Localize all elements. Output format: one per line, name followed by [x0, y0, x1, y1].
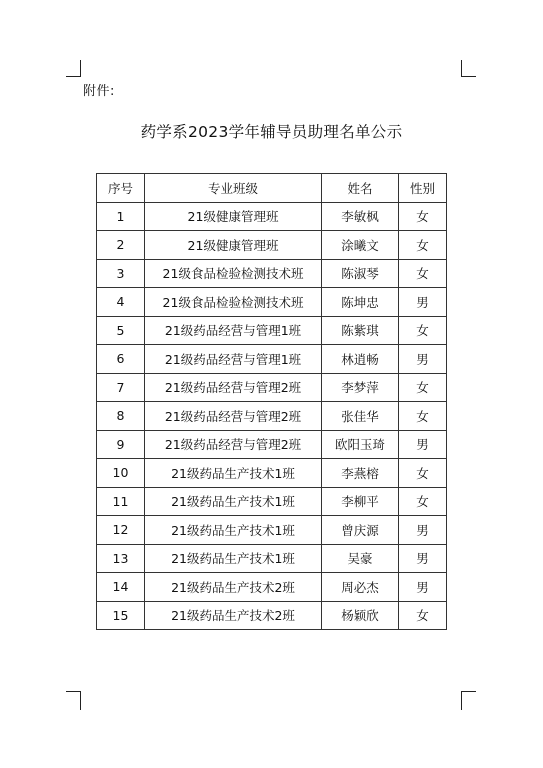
table-row — [97, 202, 447, 231]
cell-gender: 女 — [399, 202, 447, 231]
cell-gender: 女 — [399, 231, 447, 260]
table-row — [97, 259, 447, 288]
attachment-label: 附件: — [83, 84, 115, 99]
header-index: 序号 — [97, 174, 145, 203]
cell-index: 9 — [97, 430, 145, 459]
cell-name: 欧阳玉琦 — [322, 430, 399, 459]
cell-name: 曾庆源 — [322, 516, 399, 545]
cell-name: 李燕榕 — [322, 459, 399, 488]
cell-index: 4 — [97, 288, 145, 317]
cell-name: 周必杰 — [322, 573, 399, 602]
cell-name: 陈淑琴 — [322, 259, 399, 288]
cell-class: 21级食品检验检测技术班 — [145, 288, 322, 317]
cell-class: 21级药品生产技术1班 — [145, 487, 322, 516]
cell-gender: 女 — [399, 459, 447, 488]
cell-index: 11 — [97, 487, 145, 516]
cell-index: 15 — [97, 601, 145, 630]
cell-index: 7 — [97, 373, 145, 402]
header-name: 姓名 — [322, 174, 399, 203]
cell-gender: 女 — [399, 373, 447, 402]
cell-gender: 女 — [399, 601, 447, 630]
table-row — [97, 402, 447, 431]
cell-name: 陈坤忠 — [322, 288, 399, 317]
cell-index: 5 — [97, 316, 145, 345]
cell-name: 李梦萍 — [322, 373, 399, 402]
header-class: 专业班级 — [145, 174, 322, 203]
cell-name: 陈紫琪 — [322, 316, 399, 345]
cell-name: 杨颖欣 — [322, 601, 399, 630]
table-row — [97, 573, 447, 602]
crop-mark-top-right — [461, 60, 476, 77]
cell-class: 21级药品经营与管理1班 — [145, 345, 322, 374]
cell-gender: 男 — [399, 430, 447, 459]
cell-index: 6 — [97, 345, 145, 374]
cell-class: 21级药品生产技术1班 — [145, 516, 322, 545]
cell-gender: 男 — [399, 544, 447, 573]
cell-name: 李柳平 — [322, 487, 399, 516]
crop-mark-bottom-left — [66, 691, 81, 710]
table-row — [97, 288, 447, 317]
table-row — [97, 316, 447, 345]
cell-gender: 男 — [399, 288, 447, 317]
cell-class: 21级药品经营与管理2班 — [145, 402, 322, 431]
cell-index: 2 — [97, 231, 145, 260]
table-row — [97, 516, 447, 545]
cell-index: 8 — [97, 402, 145, 431]
cell-class: 21级药品生产技术2班 — [145, 601, 322, 630]
table-body — [97, 202, 447, 630]
cell-gender: 女 — [399, 316, 447, 345]
cell-class: 21级药品经营与管理1班 — [145, 316, 322, 345]
cell-index: 1 — [97, 202, 145, 231]
cell-gender: 男 — [399, 573, 447, 602]
cell-gender: 女 — [399, 402, 447, 431]
cell-class: 21级药品生产技术1班 — [145, 544, 322, 573]
cell-index: 13 — [97, 544, 145, 573]
cell-index: 3 — [97, 259, 145, 288]
cell-gender: 女 — [399, 487, 447, 516]
cell-class: 21级健康管理班 — [145, 231, 322, 260]
cell-index: 10 — [97, 459, 145, 488]
cell-class: 21级健康管理班 — [145, 202, 322, 231]
table-row — [97, 487, 447, 516]
cell-class: 21级药品生产技术2班 — [145, 573, 322, 602]
cell-name: 吴豪 — [322, 544, 399, 573]
table-row — [97, 430, 447, 459]
crop-mark-bottom-right — [461, 691, 476, 710]
table-row — [97, 345, 447, 374]
cell-class: 21级药品生产技术1班 — [145, 459, 322, 488]
cell-gender: 男 — [399, 516, 447, 545]
cell-name: 李敏枫 — [322, 202, 399, 231]
header-gender: 性别 — [399, 174, 447, 203]
table-row — [97, 544, 447, 573]
cell-index: 14 — [97, 573, 145, 602]
cell-class: 21级食品检验检测技术班 — [145, 259, 322, 288]
table-row — [97, 459, 447, 488]
table-header-row — [97, 174, 447, 203]
cell-gender: 女 — [399, 259, 447, 288]
cell-gender: 男 — [399, 345, 447, 374]
cell-name: 涂曦文 — [322, 231, 399, 260]
table-row — [97, 231, 447, 260]
cell-name: 林逍畅 — [322, 345, 399, 374]
crop-mark-top-left — [66, 60, 81, 77]
table-row — [97, 601, 447, 630]
document-title: 药学系2023学年辅导员助理名单公示 — [140, 123, 403, 141]
cell-name: 张佳华 — [322, 402, 399, 431]
table-row — [97, 373, 447, 402]
cell-index: 12 — [97, 516, 145, 545]
cell-class: 21级药品经营与管理2班 — [145, 430, 322, 459]
assistant-roster-table — [96, 173, 447, 630]
cell-class: 21级药品经营与管理2班 — [145, 373, 322, 402]
